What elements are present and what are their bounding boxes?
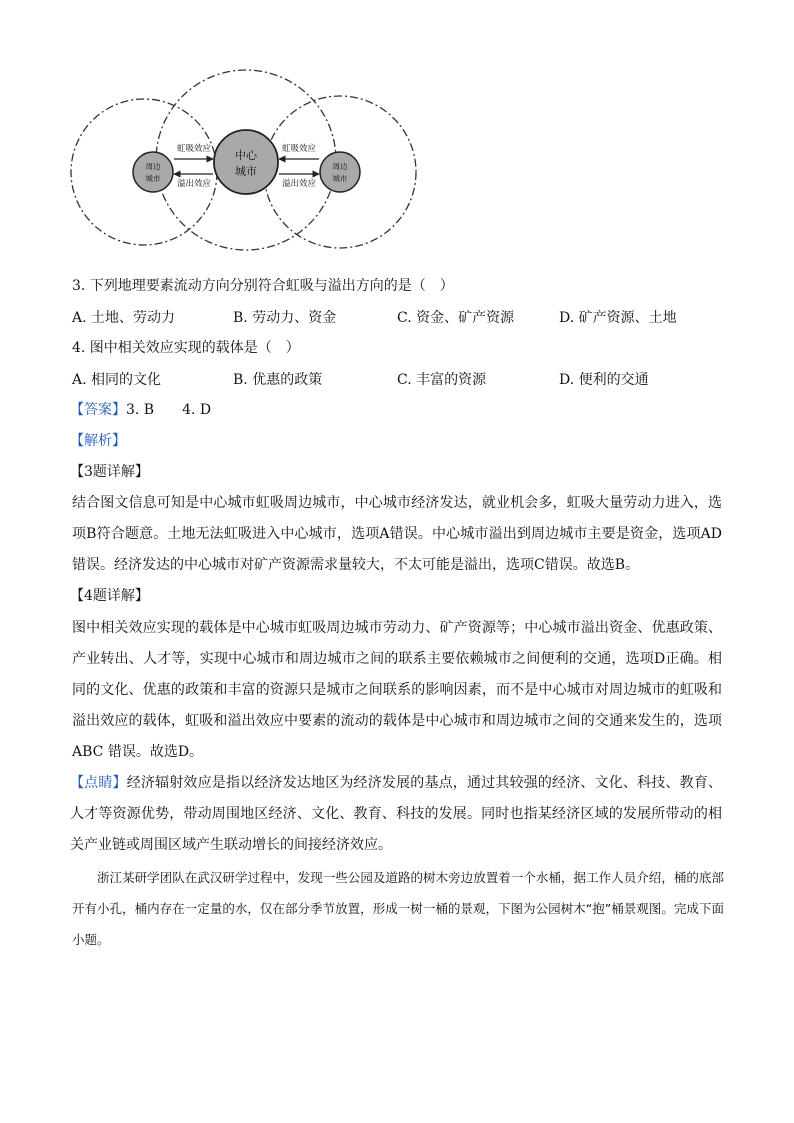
right-siphon-label: 虹吸效应 <box>281 144 317 154</box>
q4-option-b: B. 优惠的政策 <box>233 372 323 388</box>
right-city-label-2: 城市 <box>332 174 348 183</box>
answer-tag: 【答案】 <box>70 402 126 418</box>
detail-3-tag: 【3题详解】 <box>70 464 149 480</box>
right-spillover-label: 溢出效应 <box>281 179 317 189</box>
right-city-node <box>320 152 360 192</box>
center-city-label-2: 城市 <box>235 165 257 178</box>
center-city-label-1: 中心 <box>235 149 257 162</box>
q4-option-c: C. 丰富的资源 <box>397 372 487 388</box>
analysis-tag: 【解析】 <box>70 433 126 449</box>
next-material-text: 浙江某研学团队在武汉研学过程中，发现一些公园及道路的树木旁边放置着一个水桶，据工作人员介绍，桶的底部开有小孔，桶内存在一定量的水，仅在部分季节放置，形成一树一桶的景观，下图为公园树木“抱”桶景观图。完成下面小题。 <box>72 870 724 947</box>
right-city-label-1: 周边 <box>332 162 348 171</box>
left-siphon-label: 虹吸效应 <box>176 144 212 154</box>
detail-4-tag: 【4题详解】 <box>70 588 149 604</box>
answer-line <box>70 400 211 420</box>
q3-option-d: D. 矿产资源、土地 <box>559 310 677 326</box>
question-4-stem: 4. 图中相关效应实现的载体是（ ） <box>72 340 300 356</box>
q4-option-d: D. 便利的交通 <box>559 372 649 388</box>
left-city-label-2: 城市 <box>145 174 161 183</box>
center-city-node <box>214 130 278 194</box>
dianjing-text: 经济辐射效应是指以经济发达地区为经济发展的基点，通过其较强的经济、文化、科技、教育、人才等资源优势，带动周围地区经济、文化、教育、科技的发展。同时也指某经济区域的发展所带动的相关产业链或周围区域产生联动增长的间接经济效应。 <box>70 775 723 853</box>
left-spillover-label: 溢出效应 <box>176 179 212 189</box>
dianjing-paragraph <box>70 768 722 861</box>
answer-text: 3. B 4. D <box>126 402 212 418</box>
left-city-node <box>133 152 173 192</box>
q4-option-a: A. 相同的文化 <box>72 372 162 388</box>
left-city-label-1: 周边 <box>145 162 161 171</box>
question-3-stem: 3. 下列地理要素流动方向分别符合虹吸与溢出方向的是（ ） <box>72 278 454 294</box>
q3-option-a: A. 土地、劳动力 <box>72 310 176 326</box>
q3-option-c: C. 资金、矿产资源 <box>397 310 515 326</box>
q3-option-b: B. 劳动力、资金 <box>233 310 337 326</box>
dianjing-tag: 【点睛】 <box>70 775 127 791</box>
detail-3-text: 结合图文信息可知是中心城市虹吸周边城市，中心城市经济发达，就业机会多，虹吸大量劳动力进入，选项B符合题意。土地无法虹吸进入中心城市，选项A错误。中心城市溢出到周边城市主要是资金，选项AD错误。经济发达的中心城市对矿产资源需求量较大，不太可能是溢出，选项C错误。故选B。 <box>72 495 722 573</box>
city-effect-diagram <box>66 62 426 267</box>
detail-4-text: 图中相关效应实现的载体是中心城市虹吸周边城市劳动力、矿产资源等；中心城市溢出资金、优惠政策、产业转出、人才等，实现中心城市和周边城市之间的联系主要依赖城市之间便利的交通，选项D正确。相同的文化、优惠的政策和丰富的资源只是城市之间联系的影响因素，而不是中心城市对周边城市的虹吸和溢出效应的载体，虹吸和溢出效应中要素的流动的载体是中心城市和周边城市之间的交通来发生的，选项ABC 错误。故选D。 <box>72 620 722 760</box>
